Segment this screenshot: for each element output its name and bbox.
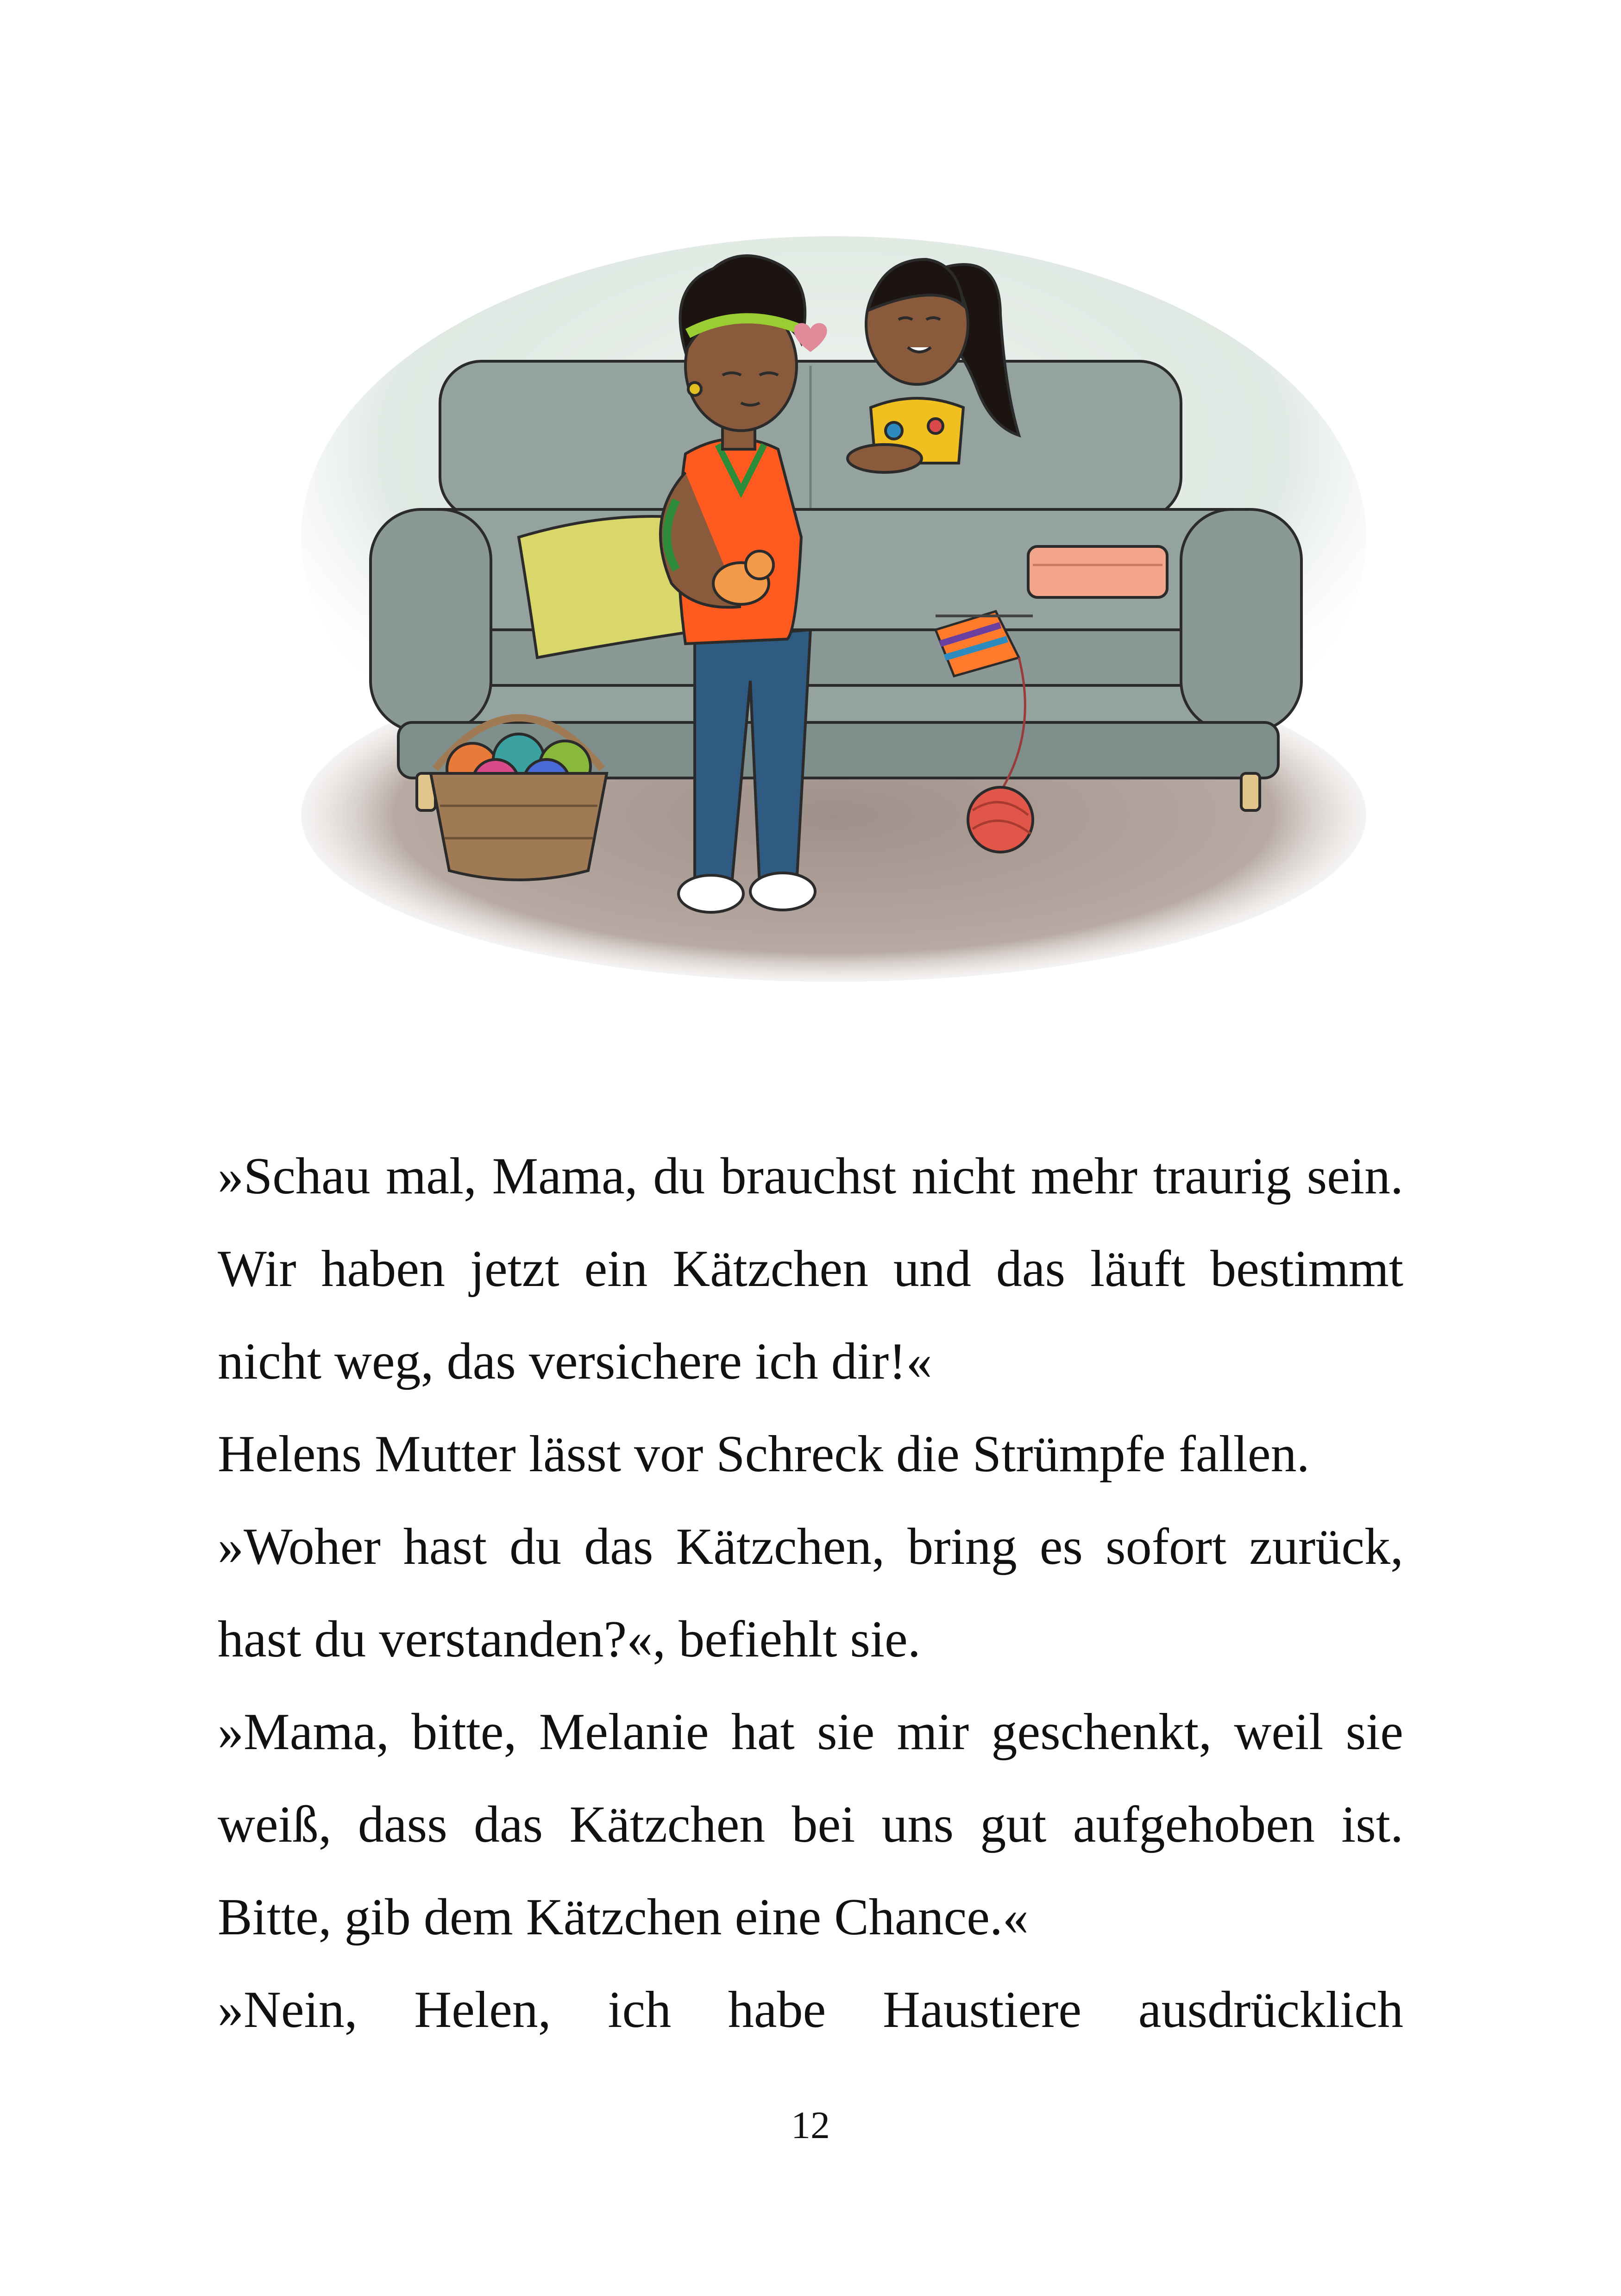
story-paragraph: »Woher hast du das Kätzchen, bring es sofort zurück, hast du verstanden?«, befiehlt sie. [218, 1518, 1403, 1668]
blanket [1028, 546, 1167, 597]
story-paragraph: »Nein, Helen, ich habe Haustiere ausdrücklich [218, 1981, 1403, 2039]
story-illustration [278, 213, 1389, 1010]
story-text [218, 1130, 1403, 2056]
yarn-basket [431, 718, 607, 880]
page-number: 12 [791, 2104, 830, 2147]
story-paragraph: »Schau mal, Mama, du brauchst nicht mehr traurig sein. Wir haben jetzt ein Kätzchen und das läuft bestimmt nicht weg, das versichere ich dir!« [218, 1148, 1403, 1390]
story-paragraph: »Mama, bitte, Melanie hat sie mir geschenkt, weil sie weiß, dass das Kätzchen bei uns gut aufgehoben ist. Bitte, gib dem Kätzchen eine Chance.« [218, 1703, 1403, 1946]
illustration-mother-daughter-kitten-on-sofa-icon [278, 213, 1389, 1010]
story-paragraph: Helens Mutter lässt vor Schreck die Strümpfe fallen. [218, 1425, 1310, 1483]
yarn-ball [968, 787, 1033, 852]
